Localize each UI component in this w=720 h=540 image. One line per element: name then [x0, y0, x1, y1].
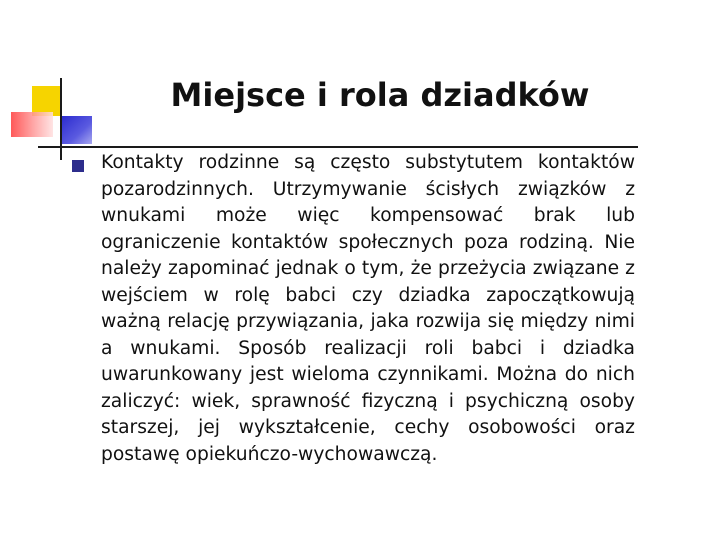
decoration-blue-square	[62, 116, 92, 144]
bullet-square-icon	[72, 160, 84, 172]
slide-body-text: Kontakty rodzinne są często substytutem kontaktów pozarodzinnych. Utrzymywanie ścisłych związków z wnukami może więc kompensować brak lub ograniczenie kontaktów społecznych poza rodziną. Nie należy zapominać jednak o tym, że przeżycia związane z wejściem w rolę babci czy dziadka zapoczątkowują ważną relację przywiązania, jaka rozwija się między nimi a wnukami. Sposób realizacji roli babci i dziadka uwarunkowany jest wieloma czynnikami. Można do nich zaliczyć: wiek, sprawność fizyczną i psychiczną osoby starszej, jej wykształcenie, cechy osobowości oraz postawę opiekuńczo-wychowawczą.	[101, 152, 635, 465]
slide-title: Miejsce i rola dziadków	[170, 76, 590, 114]
decoration-red-bar	[11, 112, 53, 137]
title-underline	[38, 146, 638, 148]
